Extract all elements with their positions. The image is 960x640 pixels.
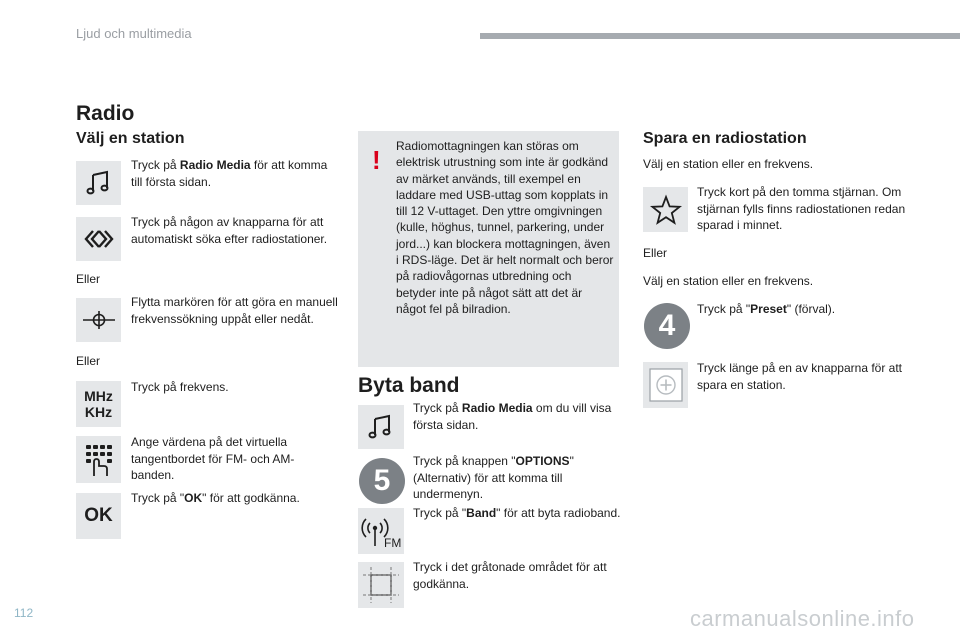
watermark: carmanualsonline.info	[690, 606, 915, 631]
ok-icon: OK	[76, 493, 121, 539]
page-number: 112	[14, 606, 34, 620]
step-number-5: 5	[359, 458, 405, 504]
fm-label: FM	[384, 536, 401, 550]
select-step-1: Tryck på Radio Media för att komma till första sidan.	[131, 158, 328, 189]
seek-arrows-icon	[76, 217, 121, 261]
save-step-2: Tryck på "Preset" (förval).	[697, 302, 836, 316]
star-icon	[643, 187, 688, 232]
section-title-select-station: Välj en station	[76, 130, 185, 147]
select-or-1: Eller	[76, 272, 101, 286]
select-step-3: Flytta markören för att göra en manuell frekvenssökning uppåt eller nedåt.	[131, 295, 338, 326]
save-step-1: Tryck kort på den tomma stjärnan. Om stjärnan fylls finns radiostationen redan sparad i minnet.	[697, 185, 906, 232]
page-title: Radio	[76, 102, 135, 125]
save-or-1: Eller	[643, 246, 668, 260]
keypad-touch-icon	[76, 436, 121, 483]
frequency-slider-icon	[76, 298, 121, 342]
band-step-4: Tryck i det gråtonade området för att godkänna.	[413, 560, 607, 591]
section-title-save-station: Spara en radiostation	[643, 130, 807, 147]
select-or-2: Eller	[76, 354, 101, 368]
select-step-4: Tryck på frekvens.	[131, 380, 229, 394]
section-title-change-band: Byta band	[358, 374, 460, 397]
step-number-4: 4	[644, 303, 690, 349]
select-step-2: Tryck på någon av knapparna för att automatiskt söka efter radiostationer.	[131, 215, 328, 246]
save-intro-2: Välj en station eller en frekvens.	[643, 274, 814, 288]
music-note-icon	[76, 161, 121, 205]
music-note-icon	[358, 405, 404, 449]
band-step-1: Tryck på Radio Media om du vill visa första sidan.	[413, 401, 612, 432]
warning-icon: !	[372, 145, 381, 175]
header-bar	[480, 33, 960, 39]
select-step-5: Ange värdena på det virtuella tangentbordet för FM- och AM-banden.	[131, 435, 295, 482]
band-step-2: Tryck på knappen "OPTIONS" (Alternativ) för att komma till undermenyn.	[413, 454, 574, 501]
chapter-title: Ljud och multimedia	[76, 26, 192, 41]
warning-text: Radiomottagningen kan störas om elektrisk utrustning som inte är godkänd av märket används, till exempel en laddare med USB-uttag som kopplats in till 12 V-uttaget. Den yttre omgivningen (kulle, höghus, tunnel, parkering, under jord...) kan blockera mottagningen, även i RDS-läge. Det är helt normalt och beror på radiovågornas utbredning och betyder inte på något sätt att det är något fel på bilradion.	[396, 139, 614, 316]
band-step-3: Tryck på "Band" för att byta radioband.	[413, 506, 621, 520]
fm-radio-icon	[358, 508, 404, 554]
select-step-6: Tryck på "OK" för att godkänna.	[131, 491, 300, 505]
save-intro-1: Välj en station eller en frekvens.	[643, 157, 814, 171]
gray-area-icon	[358, 562, 404, 608]
mhz-khz-icon: MHz KHz	[76, 381, 121, 427]
save-step-3: Tryck länge på en av knapparna för att spara en station.	[697, 361, 903, 392]
preset-button-icon	[643, 362, 688, 408]
